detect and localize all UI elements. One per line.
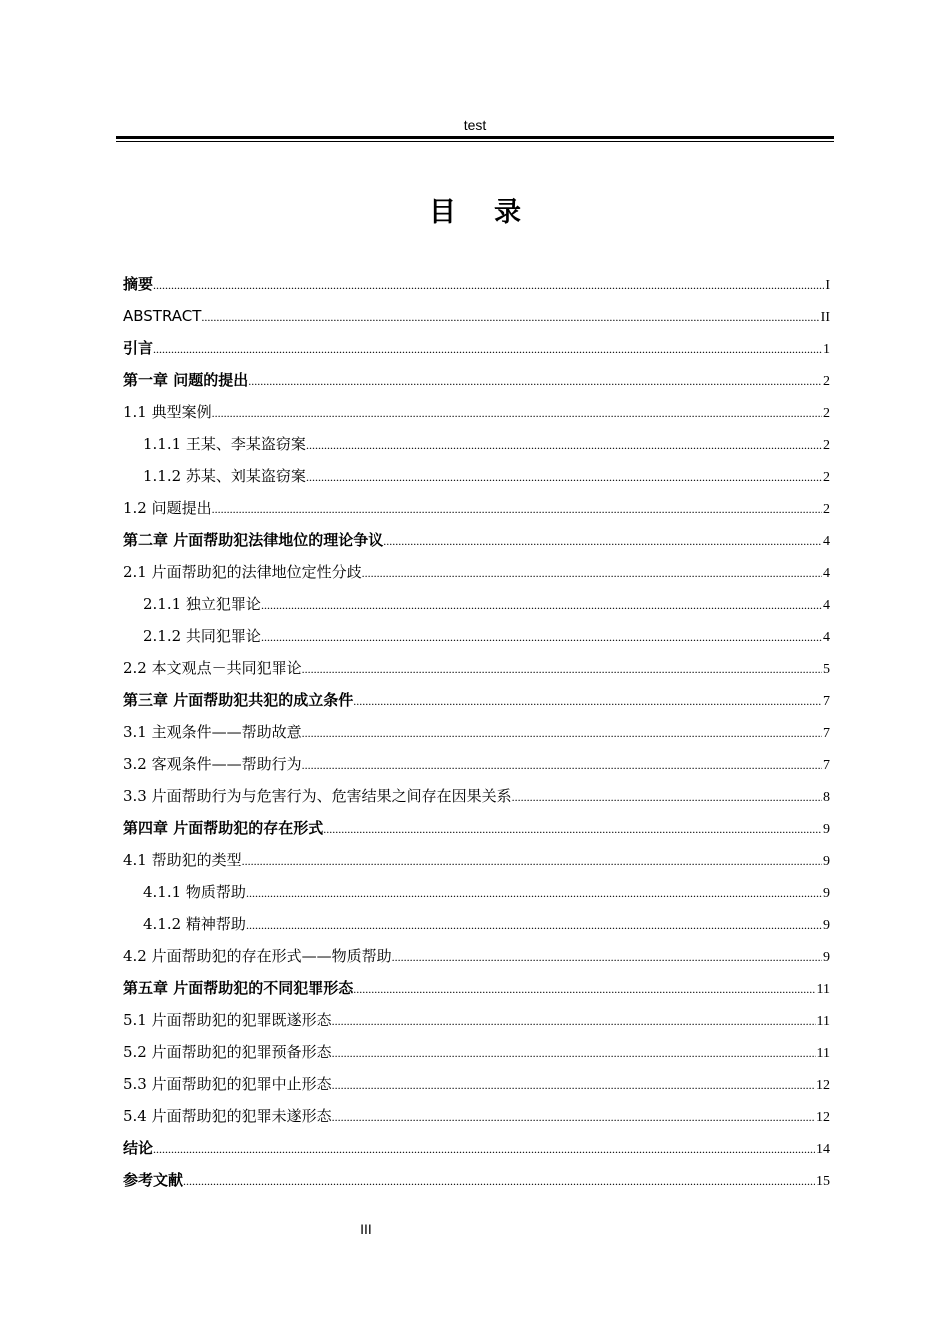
toc-dot-leader (246, 877, 822, 909)
toc-dot-leader (383, 525, 822, 557)
toc-dot-leader (242, 845, 822, 877)
toc-entry-title: 3.2 客观条件——帮助行为 (123, 755, 302, 773)
toc-entry[interactable] (123, 780, 830, 812)
toc-entry-page: 12 (816, 1078, 830, 1093)
toc-entry-title: 3.1 主观条件——帮助故意 (123, 723, 302, 741)
toc-dot-leader (201, 301, 819, 333)
toc-entry[interactable] (123, 556, 830, 588)
toc-entry-title: 2.2 本文观点－共同犯罪论 (123, 659, 302, 677)
toc-entry-title: ABSTRACT (123, 307, 202, 325)
toc-dot-leader (183, 1165, 815, 1197)
toc-entry-page: 9 (823, 950, 830, 965)
toc-entry[interactable] (123, 1132, 830, 1164)
page-header-text: test (463, 117, 487, 133)
toc-entry-title: 4.1.1 物质帮助 (143, 883, 246, 901)
toc-dot-leader (261, 621, 822, 653)
toc-dot-leader (323, 813, 822, 845)
toc-entry[interactable] (123, 268, 830, 300)
toc-entry-title: 5.4 片面帮助犯的犯罪未遂形态 (123, 1107, 332, 1125)
toc-entry-title: 4.1 帮助犯的类型 (123, 851, 242, 869)
toc-entry-page: 2 (823, 374, 830, 389)
toc-entry[interactable] (123, 940, 830, 972)
toc-entry-page: 7 (823, 726, 830, 741)
toc-entry[interactable] (123, 460, 830, 492)
toc-dot-leader (392, 941, 822, 973)
toc-entry[interactable] (123, 1068, 830, 1100)
toc-entry-title: 5.2 片面帮助犯的犯罪预备形态 (123, 1043, 332, 1061)
toc-entry[interactable] (123, 524, 830, 556)
toc-entry-page: 4 (823, 598, 830, 613)
toc-entry-title: 参考文献 (123, 1171, 184, 1189)
toc-entry[interactable] (123, 300, 830, 332)
toc-entry-title: 第二章 片面帮助犯法律地位的理论争议 (123, 531, 384, 549)
toc-entry-title: 4.1.2 精神帮助 (143, 915, 246, 933)
toc-entry-page: 2 (823, 438, 830, 453)
toc-entry-title: 3.3 片面帮助行为与危害行为、危害结果之间存在因果关系 (123, 787, 512, 805)
toc-entry-page: 1 (823, 342, 830, 357)
table-of-contents (123, 268, 830, 1196)
toc-entry[interactable] (123, 876, 830, 908)
toc-entry-page: 4 (823, 630, 830, 645)
toc-entry[interactable] (123, 972, 830, 1004)
header-rule-thick (116, 136, 834, 139)
toc-entry[interactable] (123, 1004, 830, 1036)
toc-entry-page: 8 (823, 790, 830, 805)
toc-entry[interactable] (123, 1036, 830, 1068)
toc-dot-leader (353, 685, 822, 717)
toc-dot-leader (332, 1005, 816, 1037)
toc-dot-leader (302, 749, 822, 781)
toc-entry-title: 第四章 片面帮助犯的存在形式 (123, 819, 324, 837)
toc-entry-page: 7 (823, 758, 830, 773)
toc-entry-page: 12 (816, 1110, 830, 1125)
toc-entry[interactable] (123, 908, 830, 940)
toc-entry-page: 11 (816, 1014, 830, 1029)
toc-entry-page: 7 (823, 694, 830, 709)
toc-entry-page: 4 (823, 566, 830, 581)
toc-dot-leader (332, 1101, 815, 1133)
toc-entry[interactable] (123, 748, 830, 780)
toc-dot-leader (261, 589, 822, 621)
toc-entry[interactable] (123, 1100, 830, 1132)
toc-entry[interactable] (123, 332, 830, 364)
toc-dot-leader (212, 493, 822, 525)
toc-entry[interactable] (123, 812, 830, 844)
toc-dot-leader (362, 557, 822, 589)
toc-dot-leader (306, 429, 822, 461)
toc-entry[interactable] (123, 1164, 830, 1196)
toc-entry[interactable] (123, 396, 830, 428)
toc-entry-title: 5.1 片面帮助犯的犯罪既遂形态 (123, 1011, 332, 1029)
toc-entry-title: 5.3 片面帮助犯的犯罪中止形态 (123, 1075, 332, 1093)
toc-entry-title: 4.2 片面帮助犯的存在形式——物质帮助 (123, 947, 392, 965)
toc-entry-title: 1.1 典型案例 (123, 403, 212, 421)
toc-entry-title: 1.1.1 王某、李某盗窃案 (143, 435, 306, 453)
toc-entry-title: 结论 (123, 1139, 154, 1157)
toc-dot-leader (302, 717, 822, 749)
toc-entry-page: 2 (823, 502, 830, 517)
page-title: 目录 (429, 197, 559, 228)
toc-dot-leader (512, 781, 822, 813)
toc-entry[interactable] (123, 428, 830, 460)
toc-dot-leader (212, 397, 822, 429)
toc-entry-page: 9 (823, 918, 830, 933)
toc-entry-page: 2 (823, 470, 830, 485)
toc-entry-title: 第一章 问题的提出 (123, 371, 249, 389)
toc-entry-title: 摘要 (123, 275, 154, 293)
toc-entry-page: 9 (823, 854, 830, 869)
toc-dot-leader (306, 461, 822, 493)
toc-entry-page: 4 (823, 534, 830, 549)
toc-entry-title: 2.1 片面帮助犯的法律地位定性分歧 (123, 563, 362, 581)
toc-dot-leader (248, 365, 822, 397)
toc-entry-page: 5 (823, 662, 830, 677)
toc-entry-page: I (825, 278, 830, 293)
toc-dot-leader (302, 653, 822, 685)
toc-dot-leader (153, 1133, 815, 1165)
toc-dot-leader (332, 1069, 815, 1101)
toc-entry-title: 第五章 片面帮助犯的不同犯罪形态 (123, 979, 354, 997)
toc-entry[interactable] (123, 364, 830, 396)
toc-entry[interactable] (123, 620, 830, 652)
toc-dot-leader (153, 333, 822, 365)
toc-entry[interactable] (123, 588, 830, 620)
toc-entry-page: 11 (816, 1046, 830, 1061)
toc-entry[interactable] (123, 492, 830, 524)
toc-entry[interactable] (123, 684, 830, 716)
footer-page-number: III (360, 1221, 372, 1237)
toc-entry-title: 2.1.1 独立犯罪论 (143, 595, 261, 613)
toc-entry-title: 2.1.2 共同犯罪论 (143, 627, 261, 645)
toc-entry-title: 第三章 片面帮助犯共犯的成立条件 (123, 691, 354, 709)
toc-entry-page: 11 (816, 982, 830, 997)
toc-entry-page: 9 (823, 886, 830, 901)
toc-dot-leader (353, 973, 815, 1005)
toc-entry-page: II (820, 310, 830, 325)
toc-dot-leader (332, 1037, 816, 1069)
toc-entry[interactable] (123, 652, 830, 684)
toc-entry-title: 1.1.2 苏某、刘某盗窃案 (143, 467, 306, 485)
header-rule-thin (116, 141, 834, 142)
toc-entry-page: 2 (823, 406, 830, 421)
toc-entry[interactable] (123, 716, 830, 748)
toc-entry-page: 14 (816, 1142, 830, 1157)
toc-dot-leader (246, 909, 822, 941)
toc-entry-page: 15 (816, 1174, 830, 1189)
toc-entry-title: 1.2 问题提出 (123, 499, 212, 517)
toc-dot-leader (153, 269, 824, 301)
toc-entry-title: 引言 (123, 339, 154, 357)
toc-entry[interactable] (123, 844, 830, 876)
toc-entry-page: 9 (823, 822, 830, 837)
